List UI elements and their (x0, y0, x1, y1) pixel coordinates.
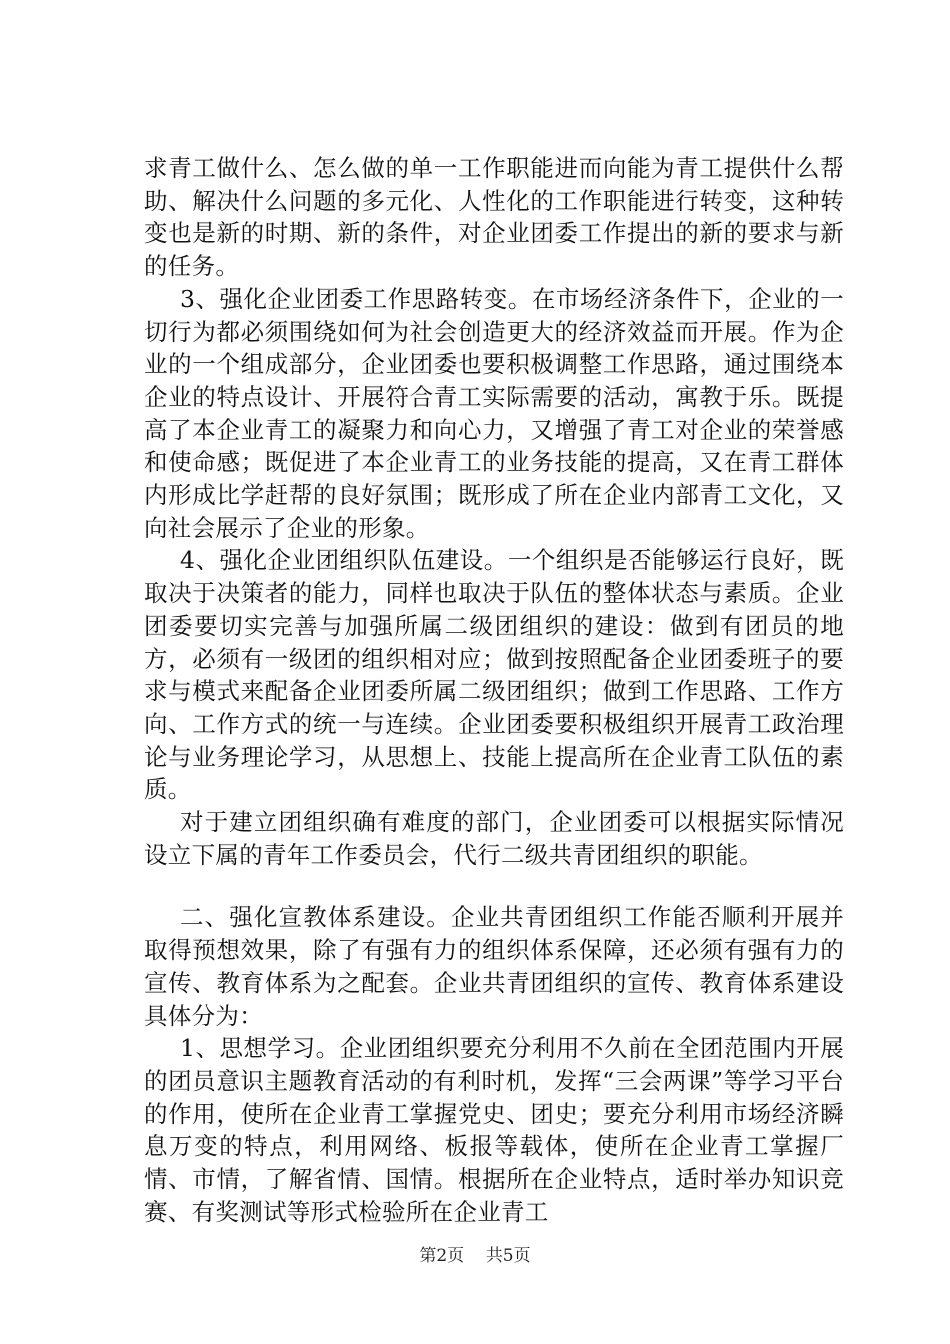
page-number: 第2页 (419, 1246, 465, 1266)
document-body (144, 152, 844, 1229)
paragraph-section-2: 二、强化宣教体系建设。企业共青团组织工作能否顺利开展并取得预想效果，除了有强有力的组织体系保障，还必须有强有力的宣传、教育体系为之配套。企业共青团组织的宣传、教育体系建设具体分为： (144, 903, 844, 1030)
page-total: 共5页 (485, 1246, 531, 1266)
footer-gap (470, 1246, 481, 1266)
paragraph-continuation: 求青工做什么、怎么做的单一工作职能进而向能为青工提供什么帮助、解决什么问题的多元化、人性化的工作职能进行转变，这种转变也是新的时期、新的条件，对企业团委工作提出的新的要求与新的任务。 (144, 154, 844, 281)
paragraph-note: 对于建立团组织确有难度的部门，企业团委可以根据实际情况设立下属的青年工作委员会，代行二级共青团组织的职能。 (144, 808, 844, 869)
paragraph-item-1: 1、思想学习。企业团组织要充分利用不久前在全团范围内开展的团员意识主题教育活动的有利时机，发挥“三会两课”等学习平台的作用，使所在企业青工掌握党史、团史；要充分利用市场经济瞬息万变的特点，利用网络、板报等载体，使所在企业青工掌握厂情、市情，了解省情、国情。根据所在企业特点，适时举办知识竞赛、有奖测试等形式检验所在企业青工 (144, 1034, 844, 1226)
paragraph-spacer (144, 871, 844, 901)
paragraph-item-4: 4、强化企业团组织队伍建设。一个组织是否能够运行良好，既取决于决策者的能力，同样也取决于队伍的整体状态与素质。企业团委要切实完善与加强所属二级团组织的建设：做到有团员的地方，必须有一级团的组织相对应；做到按照配备企业团委班子的要求与模式来配备企业团委所属二级团组织；做到工作思路、工作方向、工作方式的统一与连续。企业团委要积极组织开展青工政治理论与业务理论学习，从思想上、技能上提高所在企业青工队伍的素质。 (144, 546, 844, 804)
paragraph-item-3: 3、强化企业团委工作思路转变。在市场经济条件下，企业的一切行为都必须围绕如何为社会创造更大的经济效益而开展。作为企业的一个组成部分，企业团委也要积极调整工作思路，通过围绕本企业的特点设计、开展符合青工实际需要的活动，寓教于乐。既提高了本企业青工的凝聚力和向心力，又增强了青工对企业的荣誉感和使命感；既促进了本企业青工的业务技能的提高，又在青工群体内形成比学赶帮的良好氛围；既形成了所在企业内部青工文化，又向社会展示了企业的形象。 (144, 284, 844, 542)
page-footer (0, 1245, 950, 1267)
